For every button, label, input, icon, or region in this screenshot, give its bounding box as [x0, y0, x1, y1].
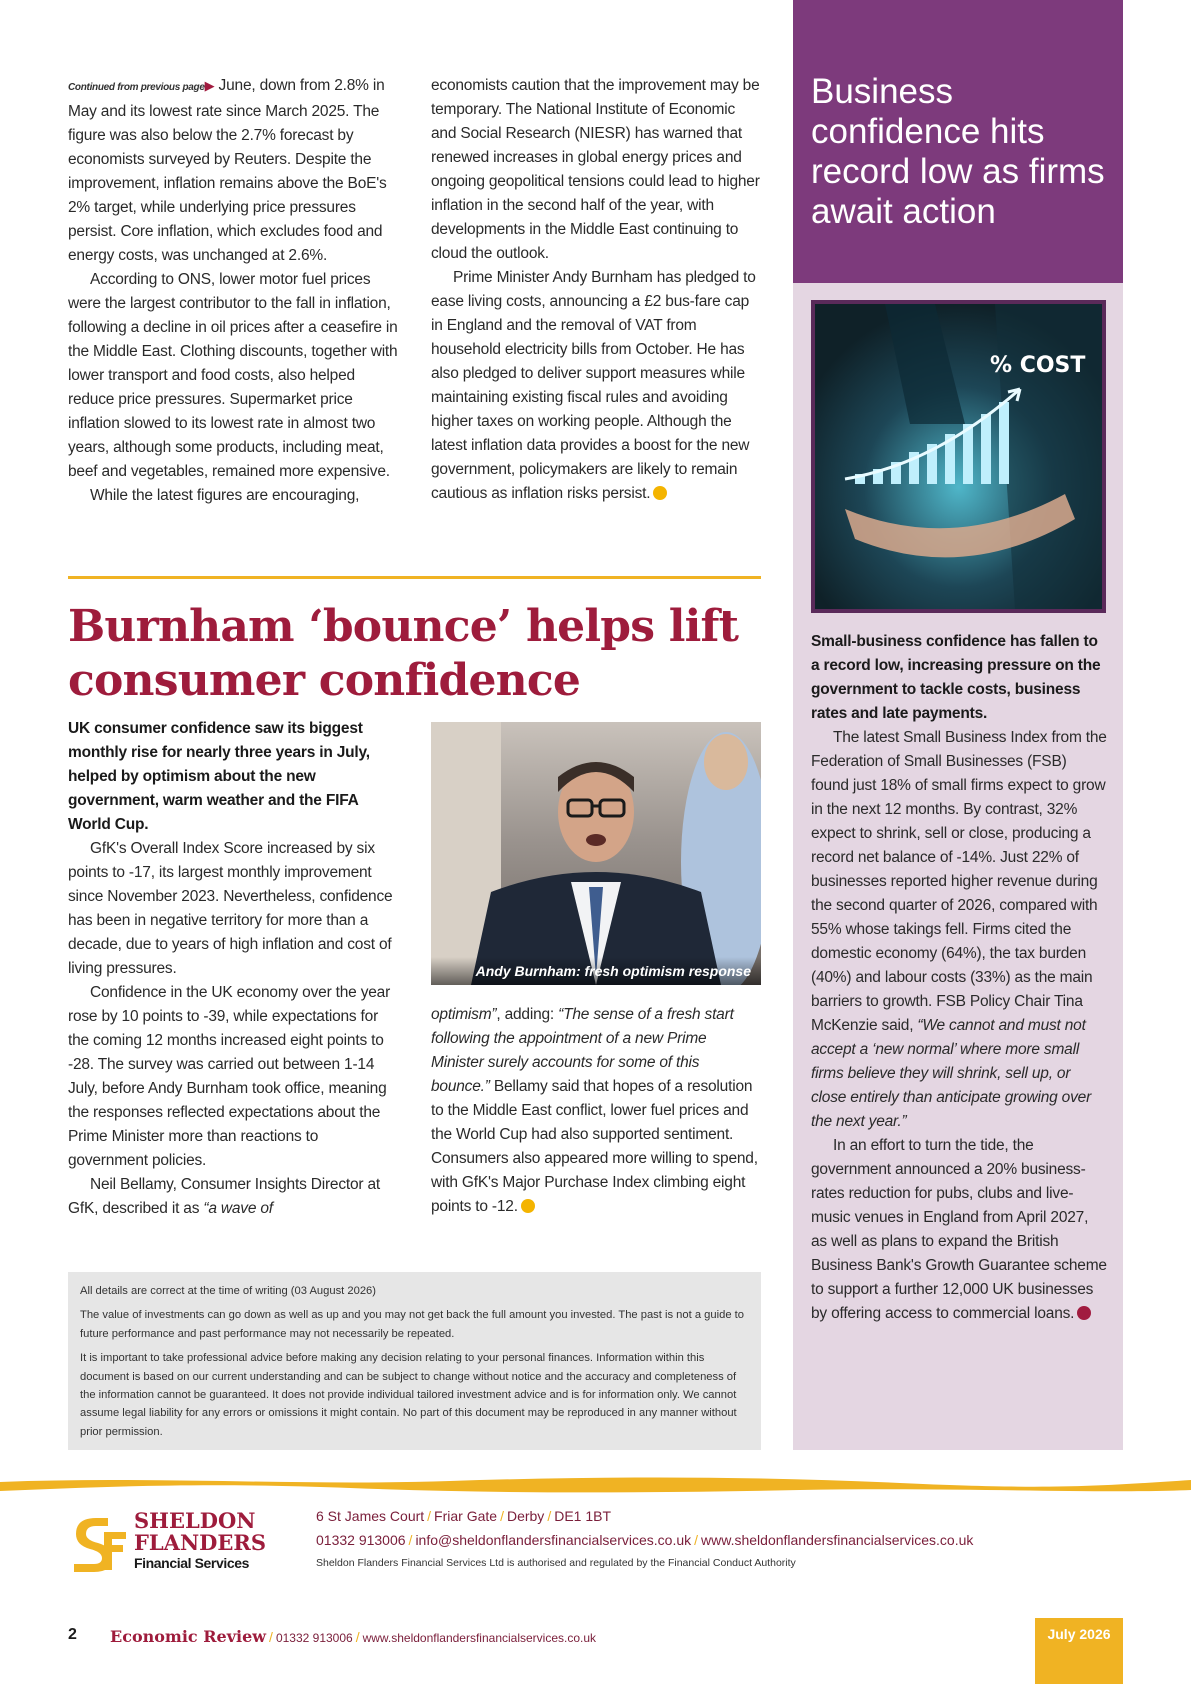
- article-paragraph: Confidence in the UK economy over the year rose by 10 points to -39, while expectations for the coming 12 months increased eight points to -28. The survey was carried out between 1-14 July, before Andy Burnham took office, meaning the responses reflected expectations about the Prime Minister more than reactions to government policies.: [68, 984, 391, 1169]
- article-paragraph: Prime Minister Andy Burnham has pledged to ease living costs, announcing a £2 bus-fare cap in England and the removal of VAT from household electricity bills from October. He has also pledged to deliver support measures while maintaining existing fiscal rules and avoiding higher taxes on working people. Although the latest inflation data provides a boost for the new government, policymakers are likely to remain cautious as inflation risks persist.: [431, 269, 756, 502]
- footer-email-link[interactable]: info@sheldonflandersfinancialservices.co.uk: [415, 1532, 692, 1548]
- sidebar-paragraph: In an effort to turn the tide, the government announced a 20% business-rates reduction for pubs, clubs and live-music venues in England from April 2027, as well as plans to expand the British Business Bank's Growth Guarantee scheme to support a further 12,000 UK businesses by offering access to commercial loans.: [811, 1137, 1107, 1322]
- sidebar-image: [811, 300, 1106, 613]
- end-mark-icon: [1077, 1306, 1091, 1320]
- photo-caption: Andy Burnham: fresh optimism response: [431, 957, 761, 985]
- footer-website-link[interactable]: www.sheldonflandersfinancialservices.co.uk: [701, 1532, 974, 1548]
- disclaimer-date: All details are correct at the time of writing (03 August 2026): [80, 1285, 376, 1297]
- page-number: 2: [68, 1626, 77, 1643]
- section-divider: [68, 576, 761, 579]
- date-badge: [1035, 1618, 1123, 1684]
- article-paragraph: According to ONS, lower motor fuel prices were the largest contributor to the fall in inflation, following a decline in oil prices after a ceasefire in the Middle East. Clothing discounts, together with lower transport and food costs, also helped reduce price pressures. Supermarket price inflation slowed to its lowest rate in almost two years, although some products, including meat, beef and vegetables, remained more expensive.: [68, 271, 398, 480]
- footer-wave-divider: [0, 1470, 1191, 1494]
- logo-text-line2: FLANDERS: [134, 1530, 266, 1555]
- article-paragraph: GfK's Overall Index Score increased by six points to -17, its largest monthly improvement since November 2023. Nevertheless, confidence has been in negative territory for more than a decade, due to years of high inflation and cost of living pressures.: [68, 840, 393, 977]
- end-mark-icon: [653, 486, 667, 500]
- footer-phone[interactable]: 01332 913006: [316, 1532, 406, 1548]
- sidebar-text: [811, 630, 1108, 1326]
- article2-col2: [431, 1003, 761, 1219]
- continued-arrow-icon: ▶: [204, 78, 215, 93]
- company-logo: [68, 1510, 268, 1576]
- footer-address: 6 St James Court / Friar Gate / Derby / DE1 1BT: [316, 1508, 612, 1524]
- article2-headline: Burnham ‘bounce’ helps lift consumer confidence: [68, 601, 739, 706]
- cost-label: % COST: [990, 353, 1086, 378]
- cost-chart-illustration: [815, 304, 1102, 609]
- disclaimer-paragraph: It is important to take professional advice before making any decision relating to your personal finances. Information within this document is based on our current understanding and can be subject to change without notice and the accuracy and completeness of the information cannot be guaranteed. It does not provide individual tailored investment advice and is for information only. We cannot assume legal liability for any errors or omissions it might contain. No part of this document may be reproduced in any manner without prior permission.: [80, 1352, 737, 1438]
- publication-title: Economic Review: [110, 1627, 267, 1646]
- footer-contacts: 01332 913006 / info@sheldonflandersfinancialservices.co.uk / www.sheldonflandersfinancialservices.co.uk: [316, 1532, 974, 1548]
- article1-col2: [431, 74, 761, 506]
- article-paragraph: optimism”, adding: “The sense of a fresh start following the appointment of a new Prime Minister surely accounts for some of this bounce.” Bellamy said that hopes of a resolution to the Middle East conflict, lower fuel prices and the World Cup had also supported sentiment. Consumers also appeared more willing to spend, with GfK's Major Purchase Index climbing eight points to -12.: [431, 1006, 758, 1215]
- article-lead: UK consumer confidence saw its biggest monthly rise for nearly three years in July, helped by optimism about the new government, warm weather and the FIFA World Cup.: [68, 720, 370, 833]
- portrait-illustration: [431, 722, 761, 985]
- pagebar-phone[interactable]: 01332 913006: [275, 1631, 353, 1645]
- logo-text-line1: SHELDON: [134, 1508, 256, 1533]
- sidebar-headline: Business confidence hits record low as firms await action: [793, 0, 1123, 283]
- end-mark-icon: [521, 1199, 535, 1213]
- sidebar-paragraph: The latest Small Business Index from the Federation of Small Businesses (FSB) found just 18% of small firms expect to grow in the next 12 months. By contrast, 32% expect to shrink, sell or close, producing a record net balance of -14%. Just 22% of businesses reported higher revenue during the second quarter of 2026, compared with 55% whose takings fell. Firms cited the domestic economy (64%), the tax burden (40%) and labour costs (33%) as the main barriers to growth. FSB Policy Chair Tina McKenzie said, “We cannot and must not accept a ‘new normal’ where more small firms believe they will shrink, sell up, or close entirely than anticipate growing over the next year.”: [811, 729, 1107, 1130]
- sidebar-lead: Small-business confidence has fallen to a record low, increasing pressure on the government to tackle costs, business rates and late payments.: [811, 633, 1101, 722]
- article-paragraph: While the latest figures are encouraging,: [90, 487, 360, 504]
- article-paragraph: Neil Bellamy, Consumer Insights Director at GfK, described it as “a wave of: [68, 1176, 381, 1217]
- footer-regulatory: Sheldon Flanders Financial Services Ltd is authorised and regulated by the Financial Conduct Authority: [316, 1557, 796, 1569]
- issue-date: July 2026: [1047, 1626, 1111, 1642]
- disclaimer-paragraph: The value of investments can go down as well as up and you may not get back the full amount you invested. The past is not a guide to future performance and past performance may not necessarily be repeated.: [80, 1309, 744, 1340]
- pagebar-website-link[interactable]: www.sheldonflandersfinancialservices.co.uk: [362, 1631, 597, 1645]
- sf-monogram-icon: [68, 1512, 130, 1574]
- page-bar-info: Economic Review / 01332 913006 / www.sheldonflandersfinancialservices.co.uk: [110, 1627, 597, 1646]
- article1-col1: [68, 74, 398, 508]
- logo-text-line3: Financial Services: [134, 1555, 249, 1571]
- disclaimer-box: [68, 1272, 761, 1450]
- article-paragraph: Continued from previous page▶ June, down from 2.8% in May and its lowest rate since March 2025. The figure was also below the 2.7% forecast by economists surveyed by Reuters. Despite the improvement, inflation remains above the BoE's 2% target, while underlying price pressures persist. Core inflation, which excludes food and energy costs, was unchanged at 2.6%.: [68, 77, 387, 264]
- burnham-photo: [431, 722, 761, 985]
- continued-label: Continued from previous page: [68, 82, 205, 93]
- article2-col1: [68, 717, 398, 1221]
- article-paragraph: economists caution that the improvement may be temporary. The National Institute of Economic and Social Research (NIESR) has warned that renewed increases in global energy prices and ongoing geopolitical tensions could lead to higher inflation in the second half of the year, with developments in the Middle East continuing to cloud the outlook.: [431, 77, 760, 262]
